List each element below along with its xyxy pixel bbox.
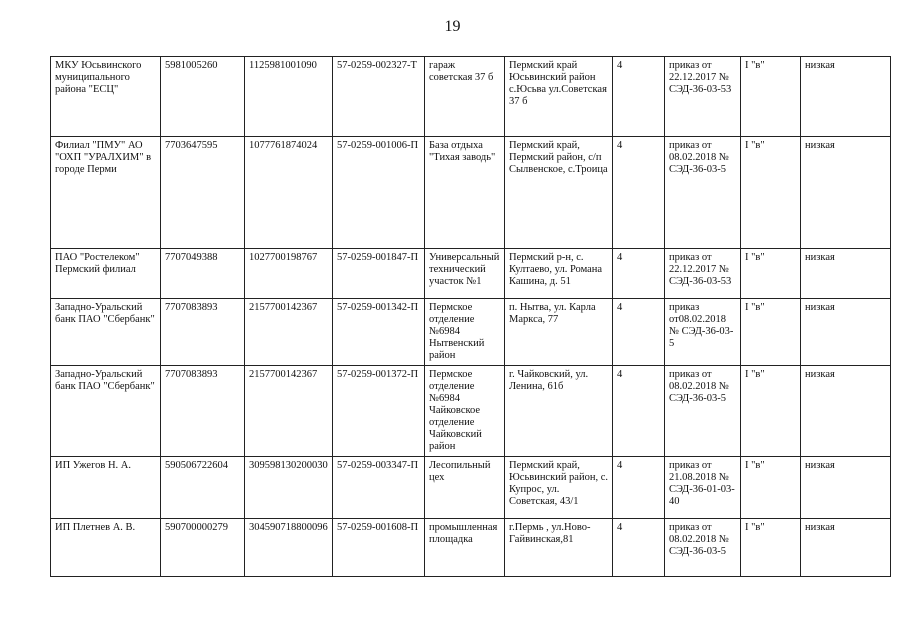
order-cell: приказ от 22.12.2017 № СЭД-36-03-53 [665, 57, 741, 137]
organization-cell: Западно-Уральский банк ПАО "Сбербанк" [51, 366, 161, 457]
category-cell: I "в" [741, 299, 801, 366]
number-cell: 4 [613, 57, 665, 137]
inn-cell: 7707049388 [161, 249, 245, 299]
object-name-cell: Пермское отделение №6984 Нытвенский район [425, 299, 505, 366]
ogrn-cell: 309598130200030 [245, 457, 333, 519]
ogrn-cell: 1027700198767 [245, 249, 333, 299]
object-code-cell: 57-0259-001342-П [333, 299, 425, 366]
table-row [51, 366, 891, 457]
object-name-cell: гараж советская 37 б [425, 57, 505, 137]
object-name-cell: Универсальный технический участок №1 [425, 249, 505, 299]
object-code-cell: 57-0259-002327-Т [333, 57, 425, 137]
order-cell: приказ от 08.02.2018 № СЭД-36-03-5 [665, 519, 741, 577]
table-row [51, 249, 891, 299]
address-cell: Пермский край Юсьвинский район с.Юсьва ул.Советская 37 б [505, 57, 613, 137]
number-cell: 4 [613, 519, 665, 577]
category-cell: I "в" [741, 57, 801, 137]
address-cell: г. Чайковский, ул. Ленина, 61б [505, 366, 613, 457]
organization-cell: МКУ Юсьвинского муниципального района "ЕСЦ" [51, 57, 161, 137]
page-number: 19 [444, 18, 461, 35]
ogrn-cell: 2157700142367 [245, 299, 333, 366]
number-cell: 4 [613, 299, 665, 366]
object-code-cell: 57-0259-001372-П [333, 366, 425, 457]
order-cell: приказ от 08.02.2018 № СЭД-36-03-5 [665, 366, 741, 457]
organization-cell: ПАО "Ростелеком" Пермский филиал [51, 249, 161, 299]
table-row [51, 457, 891, 519]
risk-cell: низкая [801, 519, 891, 577]
inn-cell: 590700000279 [161, 519, 245, 577]
category-cell: I "в" [741, 249, 801, 299]
risk-cell: низкая [801, 366, 891, 457]
object-code-cell: 57-0259-001847-П [333, 249, 425, 299]
inn-cell: 7707083893 [161, 366, 245, 457]
order-cell: приказ от08.02.2018 № СЭД-36-03-5 [665, 299, 741, 366]
risk-cell: низкая [801, 299, 891, 366]
organization-cell: Западно-Уральский банк ПАО "Сбербанк" [51, 299, 161, 366]
inn-cell: 7703647595 [161, 137, 245, 249]
object-code-cell: 57-0259-001608-П [333, 519, 425, 577]
table-row [51, 519, 891, 577]
number-cell: 4 [613, 137, 665, 249]
order-cell: приказ от 08.02.2018 № СЭД-36-03-5 [665, 137, 741, 249]
risk-cell: низкая [801, 457, 891, 519]
category-cell: I "в" [741, 457, 801, 519]
object-name-cell: Пермское отделение №6984 Чайковское отделение Чайковский район [425, 366, 505, 457]
registry-table [50, 56, 891, 577]
object-name-cell: промышленная площадка [425, 519, 505, 577]
organization-cell: ИП Плетнев А. В. [51, 519, 161, 577]
address-cell: г.Пермь , ул.Ново-Гайвинская,81 [505, 519, 613, 577]
address-cell: Пермский край, Пермский район, с/п Сылвенское, с.Троица [505, 137, 613, 249]
ogrn-cell: 304590718800096 [245, 519, 333, 577]
number-cell: 4 [613, 249, 665, 299]
ogrn-cell: 2157700142367 [245, 366, 333, 457]
risk-cell: низкая [801, 137, 891, 249]
order-cell: приказ от 22.12.2017 № СЭД-36-03-53 [665, 249, 741, 299]
table-row [51, 57, 891, 137]
address-cell: Пермский р-н, с. Култаево, ул. Романа Кашина, д. 51 [505, 249, 613, 299]
inn-cell: 5981005260 [161, 57, 245, 137]
ogrn-cell: 1125981001090 [245, 57, 333, 137]
risk-cell: низкая [801, 57, 891, 137]
organization-cell: Филиал "ПМУ" АО "ОХП "УРАЛХИМ" в городе Перми [51, 137, 161, 249]
inn-cell: 7707083893 [161, 299, 245, 366]
category-cell: I "в" [741, 519, 801, 577]
address-cell: Пермский край, Юсьвинский район, с. Купрос, ул. Советская, 43/1 [505, 457, 613, 519]
address-cell: п. Нытва, ул. Карла Маркса, 77 [505, 299, 613, 366]
object-code-cell: 57-0259-003347-П [333, 457, 425, 519]
category-cell: I "в" [741, 366, 801, 457]
organization-cell: ИП Ужегов Н. А. [51, 457, 161, 519]
object-name-cell: База отдыха "Тихая заводь" [425, 137, 505, 249]
table-row [51, 299, 891, 366]
number-cell: 4 [613, 366, 665, 457]
ogrn-cell: 1077761874024 [245, 137, 333, 249]
table-row [51, 137, 891, 249]
object-name-cell: Лесопильный цех [425, 457, 505, 519]
order-cell: приказ от 21.08.2018 № СЭД-36-01-03-40 [665, 457, 741, 519]
number-cell: 4 [613, 457, 665, 519]
object-code-cell: 57-0259-001006-П [333, 137, 425, 249]
inn-cell: 590506722604 [161, 457, 245, 519]
risk-cell: низкая [801, 249, 891, 299]
category-cell: I "в" [741, 137, 801, 249]
